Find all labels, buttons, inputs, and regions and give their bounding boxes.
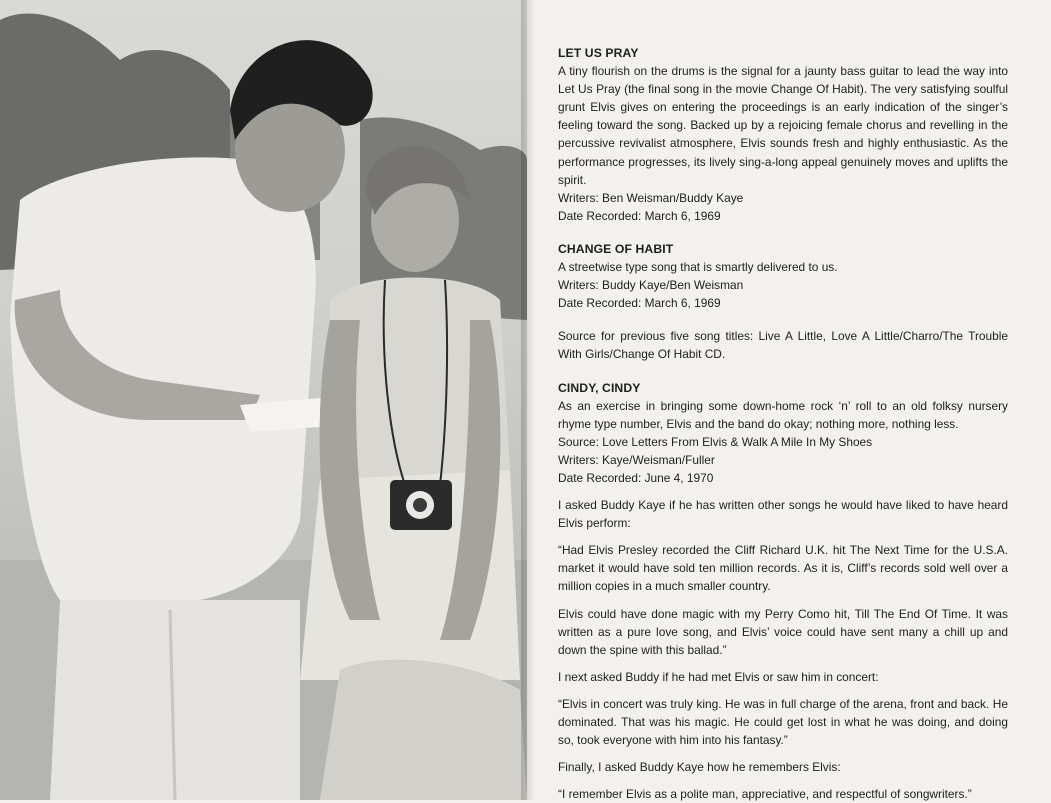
page-gutter (521, 0, 535, 800)
photo (0, 0, 527, 800)
section-title: CHANGE OF HABIT (558, 241, 674, 256)
section-writers: Writers: Ben Weisman/Buddy Kaye (558, 190, 744, 205)
interview-paragraph: I next asked Buddy if he had met Elvis or saw him in concert: (558, 669, 879, 684)
section-source: Source: Love Letters From Elvis & Walk A Mile In My Shoes (558, 434, 873, 449)
text-page (558, 44, 1008, 803)
section-title: CINDY, CINDY (558, 380, 641, 395)
section-body: A tiny flourish on the drums is the signal for a jaunty bass guitar to lead the way into Let Us Pray (the final song in the movie Change Of Habit). The very satisfying soulful grunt Elvis gives on entering the proceedings is an early indication of the singer’s feeling toward the song. Backed up by a rejoicing female chorus and revelling in the percussive revivalist atmosphere, Elvis sounds fresh and highly enthusiastic. As the performance progresses, its lively sing-a-long appeal genuinely moves and uplifts the spirit. (558, 64, 1008, 187)
section-date: Date Recorded: June 4, 1970 (558, 470, 714, 485)
section-date: Date Recorded: March 6, 1969 (558, 208, 721, 223)
interview-quote: “I remember Elvis as a polite man, appreciative, and respectful of songwriters.” (558, 787, 972, 802)
section-body: As an exercise in bringing some down-home rock ‘n’ roll to an old folksy nursery rhyme type number, Elvis and the band do okay; nothing more, nothing less. (558, 398, 1008, 431)
interview-quote: “Had Elvis Presley recorded the Cliff Richard U.K. hit The Next Time for the U.S.A. market it would have sold ten million records. As it is, Cliff’s records sold well over a million copies in a much smaller country. (558, 543, 1008, 594)
photo-elvis-signing-autograph (0, 0, 527, 800)
interview-quote: “Elvis in concert was truly king. He was in full charge of the arena, front and back. He dominated. That was his magic. He could get lost in what he was doing, and doing so, took everyone with him into his fantasy.” (558, 696, 1008, 748)
section-title: LET US PRAY (558, 46, 639, 60)
section-writers: Writers: Kaye/Weisman/Fuller (558, 452, 715, 467)
section-writers: Writers: Buddy Kaye/Ben Weisman (558, 278, 744, 293)
source-note: Source for previous five song titles: Live A Little, Love A Little/Charro/The Trouble With Girls/Change Of Habit CD. (558, 329, 1008, 362)
section-date: Date Recorded: March 6, 1969 (558, 296, 721, 311)
interview-paragraph: I asked Buddy Kaye if he has written other songs he would have liked to have heard Elvis perform: (558, 498, 1008, 531)
interview-quote: Elvis could have done magic with my Perry Como hit, Till The End Of Time. It was written as a pure love song, and Elvis’ voice could have sent many a chill up and down the spine with this ballad.” (558, 606, 1008, 657)
section-body: A streetwise type song that is smartly delivered to us. (558, 260, 838, 275)
interview-paragraph: Finally, I asked Buddy Kaye how he remembers Elvis: (558, 760, 841, 775)
